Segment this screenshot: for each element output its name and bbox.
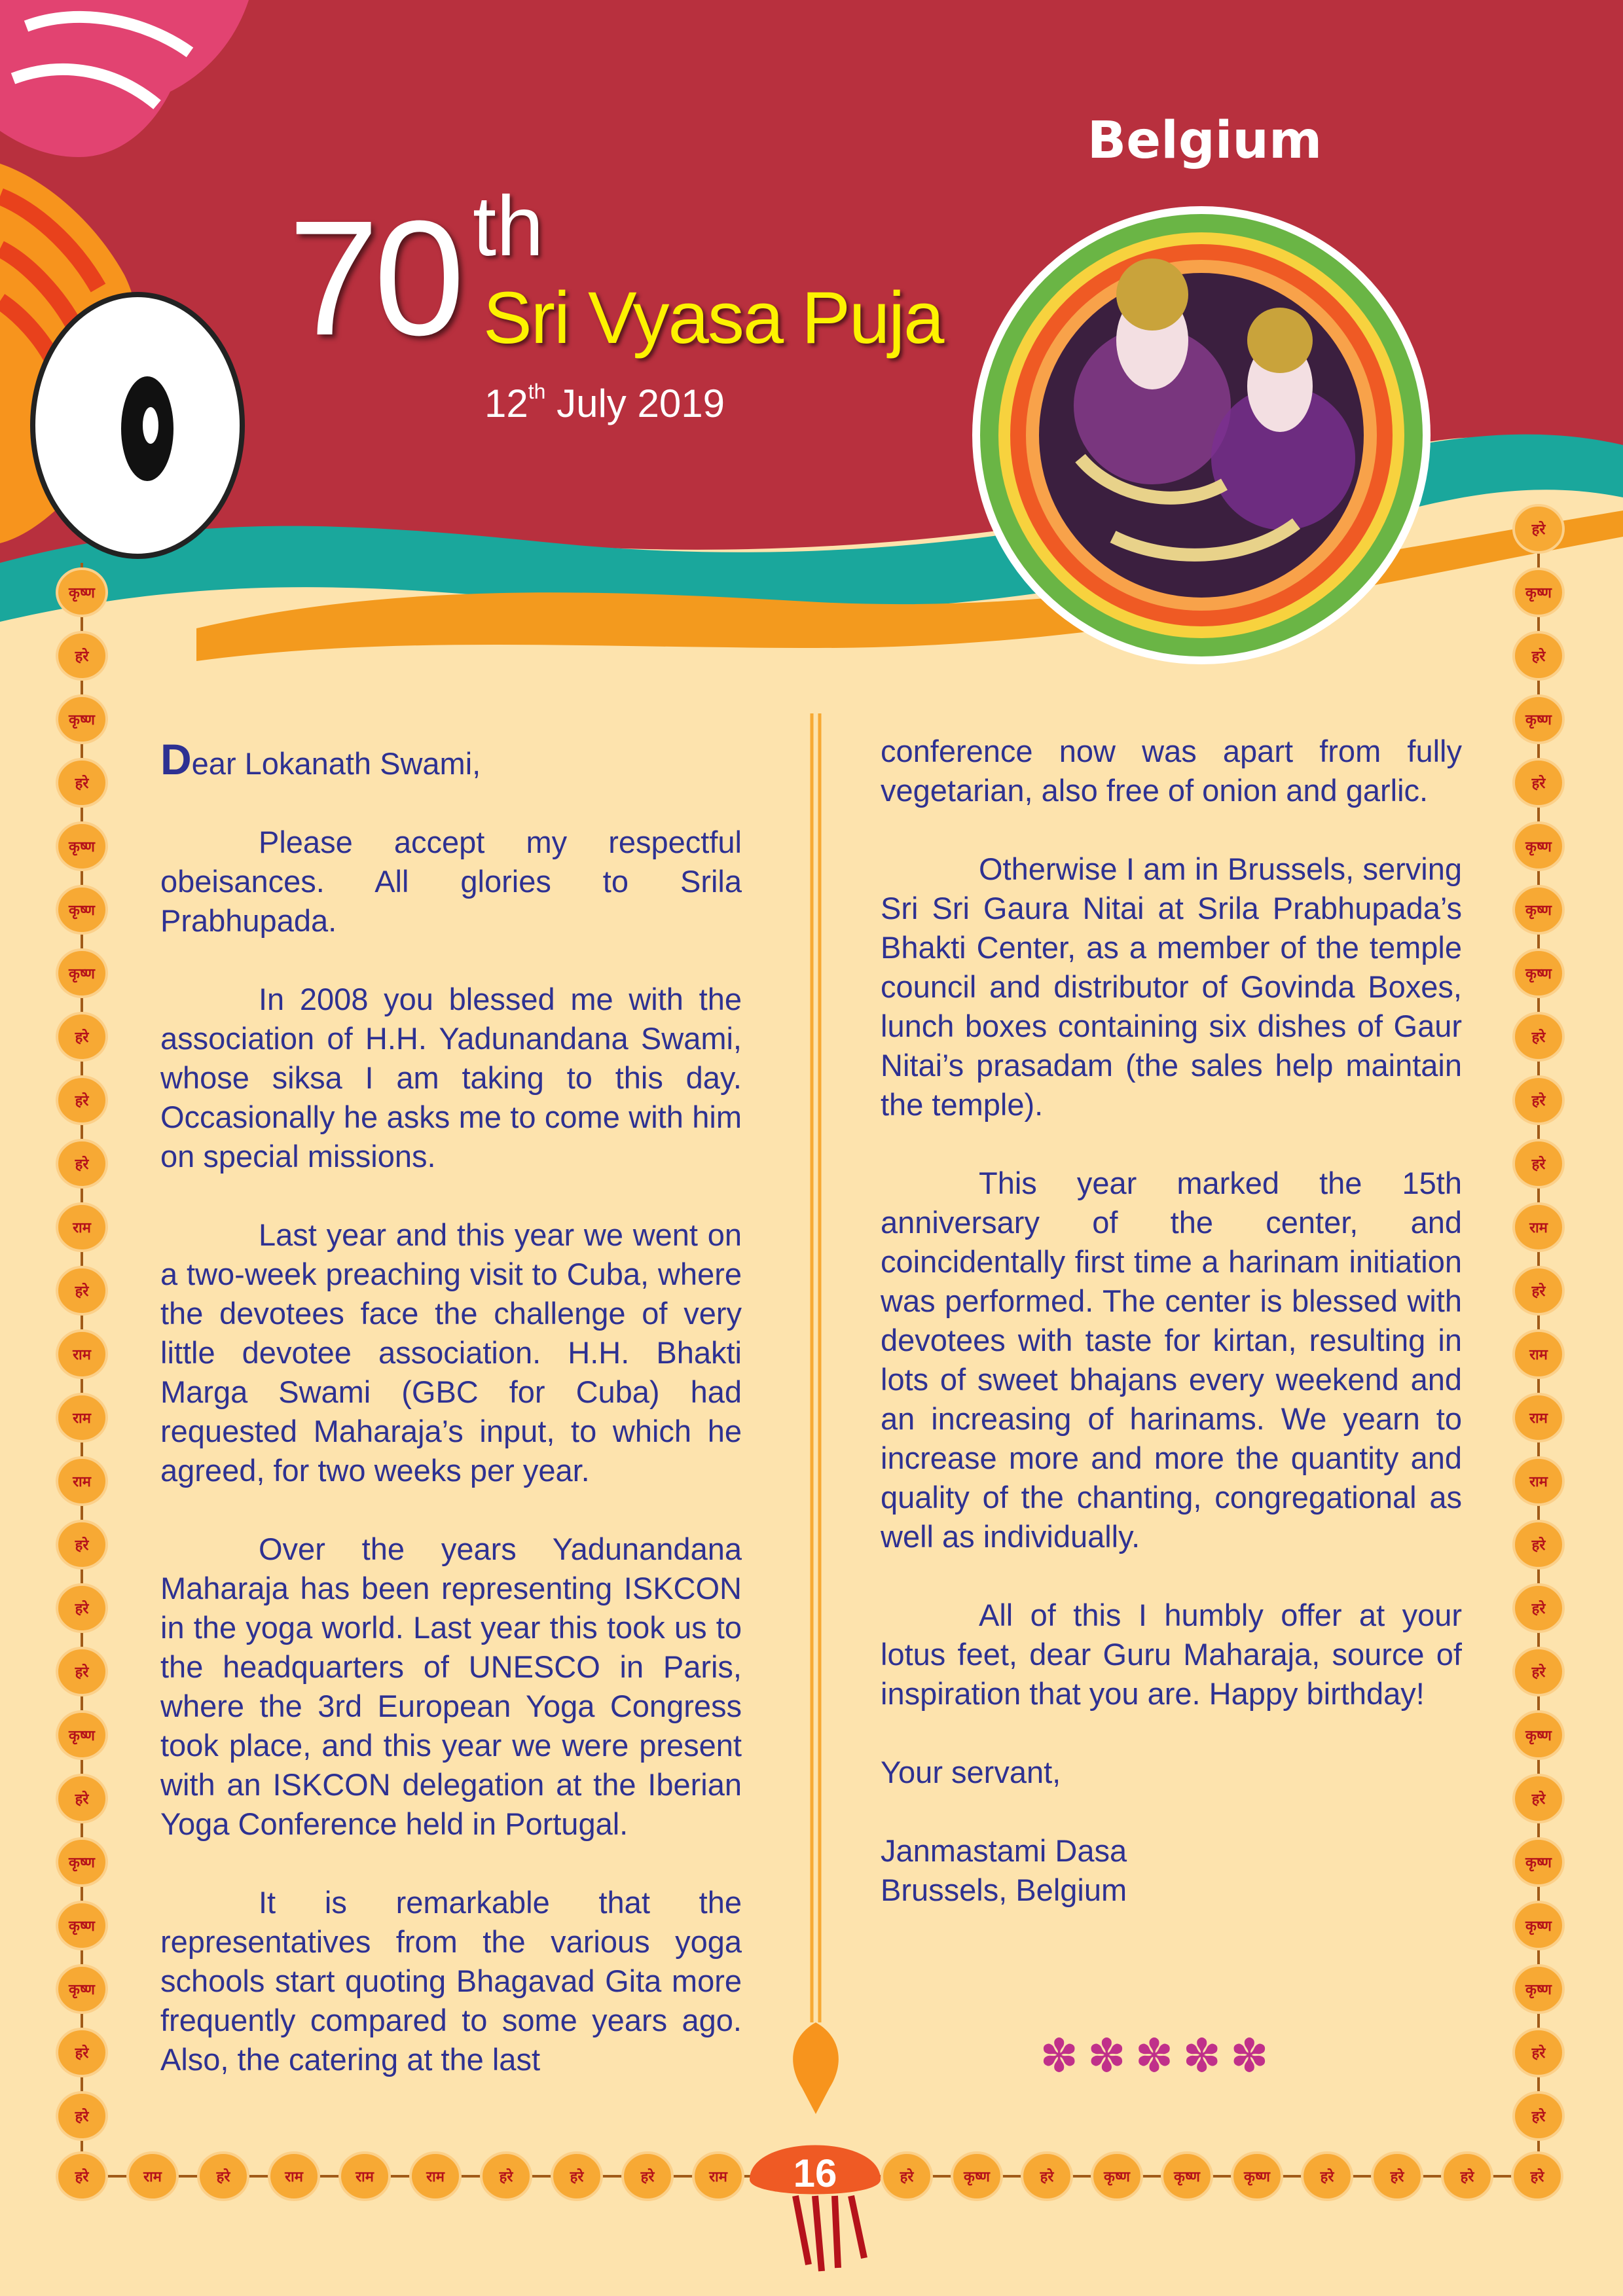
border-bead [1514, 1965, 1563, 2013]
bead-label: कृष्ण [69, 1918, 95, 1935]
paragraph: In 2008 you blessed me with the association of H.H. Yadunandana Swami, whose siksa I am taking to this day. Occasionally he asks me to come with him on special missions. [160, 982, 742, 1174]
bead-label: हरे [216, 2169, 230, 2185]
bead-label: हरे [75, 2045, 89, 2062]
border-bead [410, 2153, 460, 2200]
bead-label: हरे [75, 1283, 89, 1300]
signature [881, 1831, 1462, 1910]
date-ordinal: th [528, 380, 546, 403]
border-bead [1514, 1077, 1563, 1124]
border-bead [57, 1331, 107, 1378]
greeting [160, 735, 742, 783]
border-bead [1514, 1140, 1563, 1187]
border-bead [1514, 1839, 1563, 1886]
border-bead [882, 2153, 932, 2200]
bead-label: राम [143, 2169, 162, 2185]
bead-label: हरे [75, 776, 89, 792]
page-number: 16 [793, 2151, 837, 2195]
bead-label: हरे [75, 649, 89, 665]
bead-label: राम [73, 1220, 91, 1236]
bead-label: राम [1529, 1410, 1548, 1427]
border-bead [57, 2092, 107, 2140]
stars-ornament: ✽✽✽✽✽ [1040, 2029, 1278, 2083]
bead-label: राम [709, 2169, 727, 2185]
bead-label: हरे [1040, 2169, 1054, 2185]
bead-label: कृष्ण [1525, 903, 1552, 919]
bead-label: कृष्ण [1525, 1728, 1552, 1744]
greeting-text: ear Lokanath Swami, [191, 746, 481, 781]
border-bead [623, 2153, 672, 2200]
border-bead [1514, 1775, 1563, 1822]
bead-label: राम [426, 2169, 445, 2185]
border-bead [1022, 2153, 1072, 2200]
bead-label: हरे [1390, 2169, 1404, 2185]
bead-label: हरे [1531, 522, 1546, 538]
bead-label: राम [1529, 1474, 1548, 1490]
bead-label: हरे [1320, 2169, 1334, 2185]
bead-label: राम [356, 2169, 374, 2185]
bead-label: कृष्ण [1525, 839, 1552, 855]
border-bead [57, 1648, 107, 1695]
border-bead [1514, 1585, 1563, 1632]
border-bead [1514, 1394, 1563, 1441]
bead-label: राम [1529, 1220, 1548, 1236]
border-bead [1512, 2153, 1562, 2200]
border-bead [1514, 1521, 1563, 1568]
bead-label: कृष्ण [69, 966, 95, 982]
anniversary-number: 70 [288, 187, 460, 369]
bead-label: कृष्ण [1525, 1918, 1552, 1935]
bead-label: हरे [75, 1157, 89, 1173]
border-bead [1514, 696, 1563, 743]
bead-label: हरे [75, 1537, 89, 1554]
deity-medallion [972, 206, 1431, 664]
border-bead [57, 2029, 107, 2076]
border-bead [1162, 2153, 1212, 2200]
border-bead [198, 2153, 248, 2200]
bead-label: कृष्ण [69, 712, 95, 728]
bead-label: हरे [75, 2109, 89, 2125]
border-bead [57, 823, 107, 870]
bead-label: हरे [1531, 1537, 1546, 1554]
border-bead [57, 1267, 107, 1314]
border-bead [481, 2153, 531, 2200]
border-bead [57, 1775, 107, 1822]
bead-label: कृष्ण [1525, 1855, 1552, 1871]
bead-label: हरे [900, 2169, 914, 2185]
country-label: Belgium [1087, 111, 1322, 170]
border-bead [1302, 2153, 1352, 2200]
bead-label: कृष्ण [69, 903, 95, 919]
bead-label: राम [73, 1347, 91, 1363]
border-bead [340, 2153, 390, 2200]
border-bead [57, 886, 107, 933]
border-bead [1514, 886, 1563, 933]
border-bead [57, 950, 107, 997]
paragraph: It is remarkable that the representatives from the various yoga schools start quoting Bhagavad Gita more frequently compared to some years ago. Also, the catering at the last [160, 1885, 742, 2077]
bead-label: हरे [1530, 2169, 1544, 2185]
border-bead [693, 2153, 743, 2200]
bead-label: कृष्ण [1525, 585, 1552, 601]
border-bead [1514, 505, 1563, 552]
bead-label: कृष्ण [69, 1728, 95, 1744]
right-column [881, 732, 1462, 1949]
paragraph: This year marked the 15th anniversary of the center, and coincidentally first time a harinam initiation was performed. The center is blessed with devotees with taste for kirtan, resulting in lots of sweet bhajans every weekend and an increasing of harinams. We yearn to increase more and more the quantity and quality of the chanting, congregational as well as individually. [881, 1166, 1462, 1554]
bead-label: कृष्ण [69, 1855, 95, 1871]
bead-label: हरे [75, 1664, 89, 1681]
border-bead [128, 2153, 177, 2200]
bead-label: हरे [1531, 1283, 1546, 1300]
bead-label: हरे [499, 2169, 513, 2185]
border-bead [1092, 2153, 1142, 2200]
left-column [160, 735, 742, 2119]
bead-label: हरे [1531, 776, 1546, 792]
bead-label: हरे [1531, 1664, 1546, 1681]
border-bead [57, 1712, 107, 1759]
border-bead [1514, 1458, 1563, 1505]
paragraph-continuation: conference now was apart from fully vegetarian, also free of onion and garlic. [881, 734, 1462, 808]
border-bead [1442, 2153, 1492, 2200]
bead-label: हरे [640, 2169, 655, 2185]
border-bead [57, 1394, 107, 1441]
border-bead [57, 1013, 107, 1060]
bead-label: कृष्ण [1174, 2169, 1200, 2185]
bead-label: हरे [75, 2169, 89, 2185]
bead-label: हरे [570, 2169, 584, 2185]
border-bead [57, 1839, 107, 1886]
border-bead [57, 1965, 107, 2013]
border-bead [1232, 2153, 1282, 2200]
border-bead [57, 696, 107, 743]
bead-label: कृष्ण [964, 2169, 990, 2185]
border-bead [57, 759, 107, 806]
paragraph: Otherwise I am in Brussels, serving Sri Sri Gaura Nitai at Srila Prabhupada’s Bhakti Center, as a member of the temple council and distributor of Govinda Boxes, lunch boxes containing six dishes of Gaur Nitai’s prasadam (the sales help maintain the temple). [881, 852, 1462, 1122]
bead-label: हरे [1531, 1791, 1546, 1808]
border-bead [1514, 1902, 1563, 1949]
paragraph: All of this I humbly offer at your lotus feet, dear Guru Maharaja, source of inspiration that you are. Happy birthday! [881, 1598, 1462, 1711]
bead-label: कृष्ण [69, 839, 95, 855]
border-bead [1514, 2092, 1563, 2140]
border-bead [57, 2153, 107, 2200]
divider-ornament [793, 2022, 839, 2114]
paragraph: Last year and this year we went on a two-week preaching visit to Cuba, where the devotees face the challenge of very little devotee association. H.H. Bhakti Marga Swami (GBC for Cuba) had requested Maharaja’s input, to which he agreed, for two weeks per year. [160, 1217, 742, 1488]
border-bead [1514, 1204, 1563, 1251]
bead-label: राम [73, 1410, 91, 1427]
bead-label: कृष्ण [1525, 1982, 1552, 1998]
border-bead [1514, 950, 1563, 997]
border-bead [57, 1585, 107, 1632]
border-bead [57, 1077, 107, 1124]
border-bead [57, 1902, 107, 1949]
border-bead [57, 632, 107, 679]
bead-label: कृष्ण [1244, 2169, 1270, 2185]
bead-label: हरे [1531, 2109, 1546, 2125]
bead-label: कृष्ण [1525, 712, 1552, 728]
bead-label: कृष्ण [69, 585, 95, 601]
bead-label: हरे [1531, 1030, 1546, 1046]
border-bead [1514, 1331, 1563, 1378]
border-bead [269, 2153, 319, 2200]
date-rest: July 2019 [556, 382, 725, 425]
bead-label: हरे [1531, 1601, 1546, 1617]
date-day: 12 [484, 382, 528, 425]
bead-label: राम [1529, 1347, 1548, 1363]
paragraph: Please accept my respectful obeisances. All glories to Srila Prabhupada. [160, 825, 742, 938]
border-bead [1514, 1267, 1563, 1314]
border-bead [1514, 759, 1563, 806]
bead-label: हरे [1531, 1093, 1546, 1109]
border-bead [57, 1204, 107, 1251]
paragraph: Over the years Yadunandana Maharaja has been representing ISKCON in the yoga world. Last year this took us to the headquarters of UNESCO in Paris, where the 3rd European Yoga Congress took place, and this year we were present with an ISKCON delegation at the Iberian Yoga Conference held in Portugal. [160, 1532, 742, 1841]
event-date [484, 381, 725, 423]
border-bead [57, 569, 107, 616]
bead-label: हरे [1531, 649, 1546, 665]
border-bead [1514, 823, 1563, 870]
bead-label: हरे [1460, 2169, 1474, 2185]
drop-cap: D [160, 735, 192, 783]
bead-label: हरे [75, 1030, 89, 1046]
bead-label: हरे [75, 1093, 89, 1109]
border-bead [952, 2153, 1002, 2200]
left-bead-border [57, 569, 107, 2140]
signature-place: Brussels, Belgium [881, 1873, 1127, 1907]
bead-label: हरे [75, 1601, 89, 1617]
event-title: Sri Vyasa Puja [483, 277, 943, 359]
bead-label: हरे [1531, 2045, 1546, 2062]
border-bead [1514, 1648, 1563, 1695]
border-bead [1514, 632, 1563, 679]
anniversary-ordinal: th [473, 178, 544, 274]
bead-label: हरे [75, 1791, 89, 1808]
border-bead [57, 1458, 107, 1505]
bead-label: कृष्ण [1525, 966, 1552, 982]
border-bead [1514, 1013, 1563, 1060]
closing: Your servant, [881, 1755, 1061, 1789]
bead-label: हरे [1531, 1157, 1546, 1173]
bead-label: राम [285, 2169, 303, 2185]
bead-label: कृष्ण [1104, 2169, 1130, 2185]
bead-label: कृष्ण [69, 1982, 95, 1998]
bead-label: राम [73, 1474, 91, 1490]
border-bead [1514, 569, 1563, 616]
border-bead [57, 1140, 107, 1187]
border-bead [552, 2153, 602, 2200]
border-bead [57, 1521, 107, 1568]
signature-name: Janmastami Dasa [881, 1833, 1127, 1868]
border-bead [1514, 2029, 1563, 2076]
border-bead [1372, 2153, 1422, 2200]
border-bead [1514, 1712, 1563, 1759]
